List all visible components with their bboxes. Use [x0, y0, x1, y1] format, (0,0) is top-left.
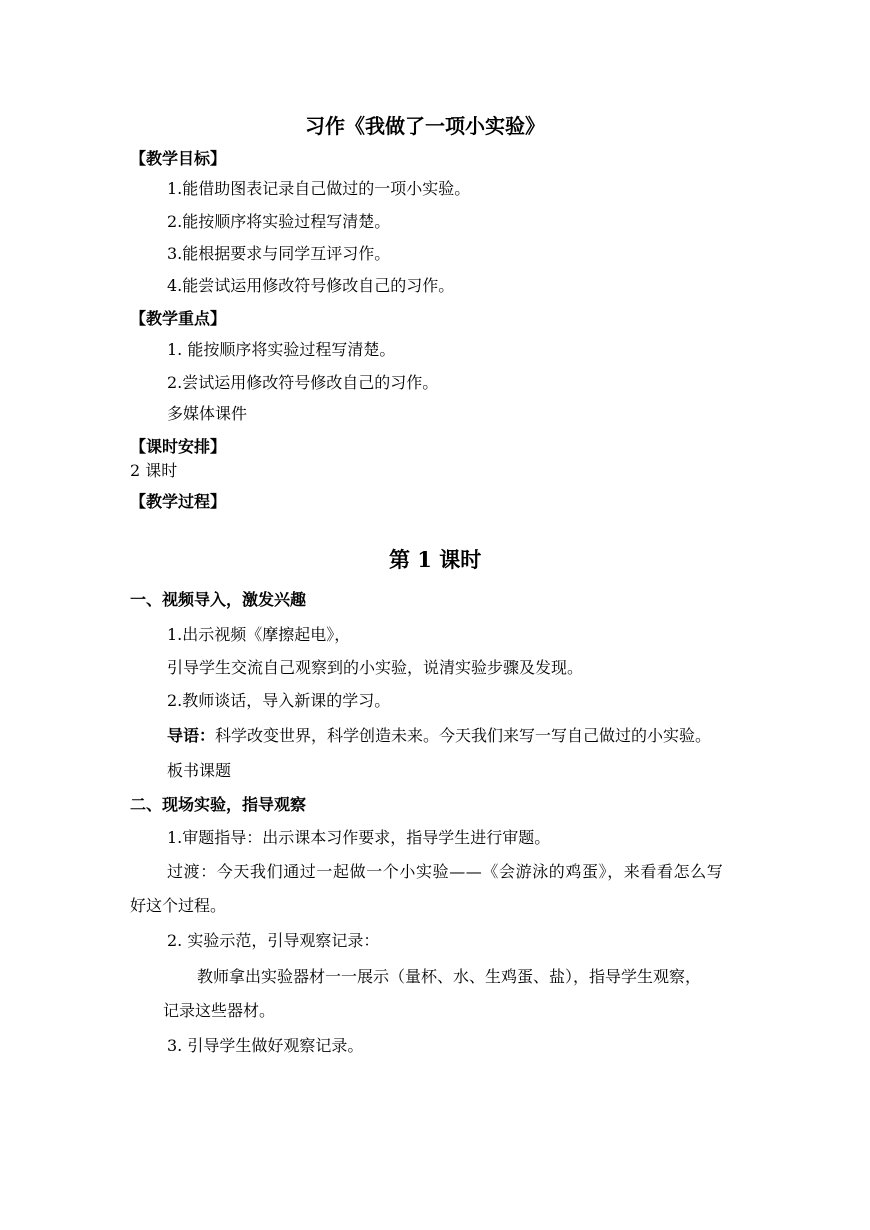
key-item: 2.尝试运用修改符号修改自己的习作。	[167, 373, 439, 392]
section-heading-keys: 【教学重点】	[130, 309, 227, 328]
goal-item: 2.能按顺序将实验过程写清楚。	[167, 212, 391, 231]
media-note: 多媒体课件	[167, 404, 248, 423]
section-two-heading: 二、现场实验，指导观察	[130, 795, 307, 814]
section-heading-goals: 【教学目标】	[130, 149, 227, 168]
key-item: 1. 能按顺序将实验过程写清楚。	[167, 340, 396, 359]
transition-line: 好这个过程。	[130, 896, 227, 915]
goal-item: 3.能根据要求与同学互评习作。	[167, 244, 391, 263]
document-title: 习作《我做了一项小实验》	[305, 114, 545, 138]
section-heading-schedule: 【课时安排】	[130, 437, 227, 456]
section-heading-process: 【教学过程】	[130, 492, 227, 511]
intro-label: 导语：	[167, 726, 216, 745]
paragraph-line: 1.审题指导：出示课本习作要求，指导学生进行审题。	[167, 828, 551, 847]
transition-line: 过渡：今天我们通过一起做一个小实验——《会游泳的鸡蛋》，来看看怎么写	[167, 862, 724, 881]
paragraph-line: 引导学生交流自己观察到的小实验，说清实验步骤及发现。	[167, 658, 584, 677]
paragraph-line: 2.教师谈话，导入新课的学习。	[167, 691, 391, 710]
paragraph-line: 3. 引导学生做好观察记录。	[167, 1036, 364, 1055]
paragraph-line: 1.出示视频《摩擦起电》，	[167, 625, 351, 644]
paragraph-line: 2. 实验示范，引导观察记录：	[167, 931, 380, 950]
goal-item: 4.能尝试运用修改符号修改自己的习作。	[167, 276, 455, 295]
schedule-text: 2 课时	[130, 461, 178, 480]
goal-item: 1.能借助图表记录自己做过的一项小实验。	[167, 179, 471, 198]
intro-text: 科学改变世界，科学创造未来。今天我们来写一写自己做过的小实验。	[215, 726, 712, 745]
paragraph-line: 记录这些器材。	[163, 1001, 276, 1020]
lesson-title: 第 1 课时	[389, 547, 482, 572]
paragraph-line: 教师拿出实验器材一一展示（量杯、水、生鸡蛋、盐），指导学生观察，	[197, 967, 702, 986]
intro-line	[167, 725, 711, 747]
paragraph-line: 板书课题	[167, 761, 232, 780]
section-one-heading: 一、视频导入，激发兴趣	[130, 590, 307, 609]
